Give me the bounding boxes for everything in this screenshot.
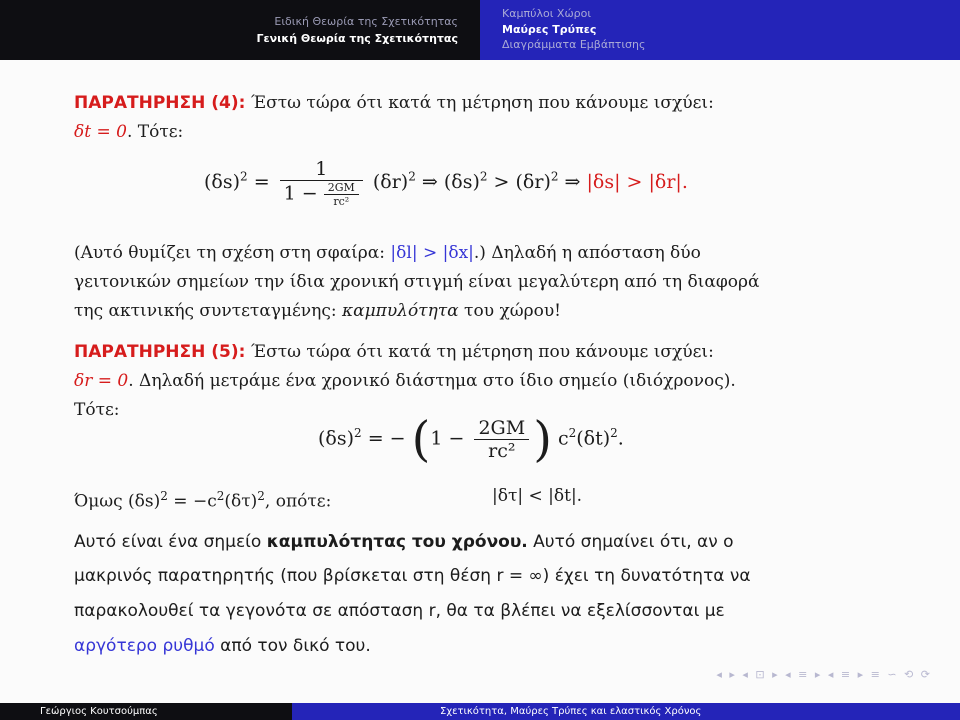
- section-link-general-relativity[interactable]: Γενική Θεωρία της Σχετικότητας: [256, 32, 458, 45]
- equation-2: $(\delta s)^2$ = − (1 − $\frac{2GM}{\text{rc²}}$ ) $c^2(\delta t)^2$.: [318, 411, 624, 468]
- eq1-fraction: 1 1 − $\frac{2GM}{\text{rc²}}$: [280, 158, 363, 208]
- obs5-line2: δr = 0. Δηλαδή μετράμε ένα χρονικό διάστημα στο ίδιο σημείο (ιδιόχρονος).: [74, 371, 736, 391]
- slower-rate-link: αργότερο ρυθμό: [74, 636, 215, 656]
- section-link-special-relativity[interactable]: Ειδική Θεωρία της Σχετικότητας: [274, 15, 458, 28]
- para1-line2: γειτονικών σημείων την ίδια χρονική στιγμή είναι μεγαλύτερη από τη διαφορά: [74, 272, 760, 292]
- obs4-label: ΠΑΡΑΤΗΡΗΣΗ (4):: [74, 93, 246, 113]
- obs5-label: ΠΑΡΑΤΗΡΗΣΗ (5):: [74, 342, 246, 362]
- omos-line: Όμως $(\delta s)^2 = -c^2(\delta\tau)^2$, οπότε:: [74, 489, 332, 512]
- footer-title: Σχετικότητα, Μαύρες Τρύπες και ελαστικός Χρόνος: [292, 703, 960, 720]
- para2-line1: Αυτό είναι ένα σημείο καμπυλότητας του χρόνου. Αυτό σημαίνει ότι, αν ο: [74, 532, 734, 552]
- obs4-line2: δt = 0. Τότε:: [74, 122, 184, 142]
- obs5-line1: ΠΑΡΑΤΗΡΗΣΗ (5): Έστω τώρα ότι κατά τη μέτρηση που κάνουμε ισχύει:: [74, 342, 714, 362]
- obs5-line3: Τότε:: [74, 400, 120, 420]
- obs4-condition: δt = 0: [74, 122, 127, 142]
- para2-line3: παρακολουθεί τα γεγονότα σε απόσταση r, θα τα βλέπει να εξελίσσονται με: [74, 601, 725, 621]
- subsection-link-curved-spaces[interactable]: Καμπύλοι Χώροι: [502, 7, 592, 20]
- header-bar: [0, 0, 960, 60]
- obs5-condition: δr = 0: [74, 371, 129, 391]
- eq1-result: |δs| > |δr|.: [586, 171, 688, 193]
- subsection-link-black-holes[interactable]: Μαύρες Τρύπες: [502, 22, 597, 36]
- equation-1: $(\delta s)^2$ = 1 1 − $\frac{2GM}{\text{rc²}}$ $(\delta r)^2$ ⇒ $(\delta s)^2 > (\delta r)^2$ ⇒ |δs| > |δr|.: [204, 158, 688, 208]
- para1-line3: της ακτινικής συντεταγμένης: καμπυλότητα του χώρου!: [74, 301, 561, 321]
- footer-author: Γεώργιος Κουτσούμπας: [0, 703, 292, 720]
- eq2-fraction: $\frac{2GM}{\text{rc²}}$: [474, 417, 529, 462]
- beamer-navigation-icons[interactable]: ◂ ▸ ◂ ⊡ ▸ ◂ ≡ ▸ ◂ ≡ ▸ ≡ ∽ ⟲ ⟳: [716, 668, 932, 681]
- obs4-line1: ΠΑΡΑΤΗΡΗΣΗ (4): Έστω τώρα ότι κατά τη μέτρηση που κάνουμε ισχύει:: [74, 93, 714, 113]
- section-nav: [0, 0, 480, 60]
- para1-line1: (Αυτό θυμίζει τη σχέση στη σφαίρα: |δl| > |δx|.) Δηλαδή η απόσταση δύο: [74, 243, 701, 263]
- subsection-nav: [480, 0, 960, 60]
- subsection-link-embedding-diagrams[interactable]: Διαγράμματα Εμβάπτισης: [502, 38, 646, 51]
- para2-line2: μακρινός παρατηρητής (που βρίσκεται στη θέση r = ∞) έχει τη δυνατότητα να: [74, 566, 751, 586]
- omos-result: |δτ| < |δt|.: [492, 486, 583, 506]
- para2-line4: αργότερο ρυθμό από τον δικό του.: [74, 636, 371, 656]
